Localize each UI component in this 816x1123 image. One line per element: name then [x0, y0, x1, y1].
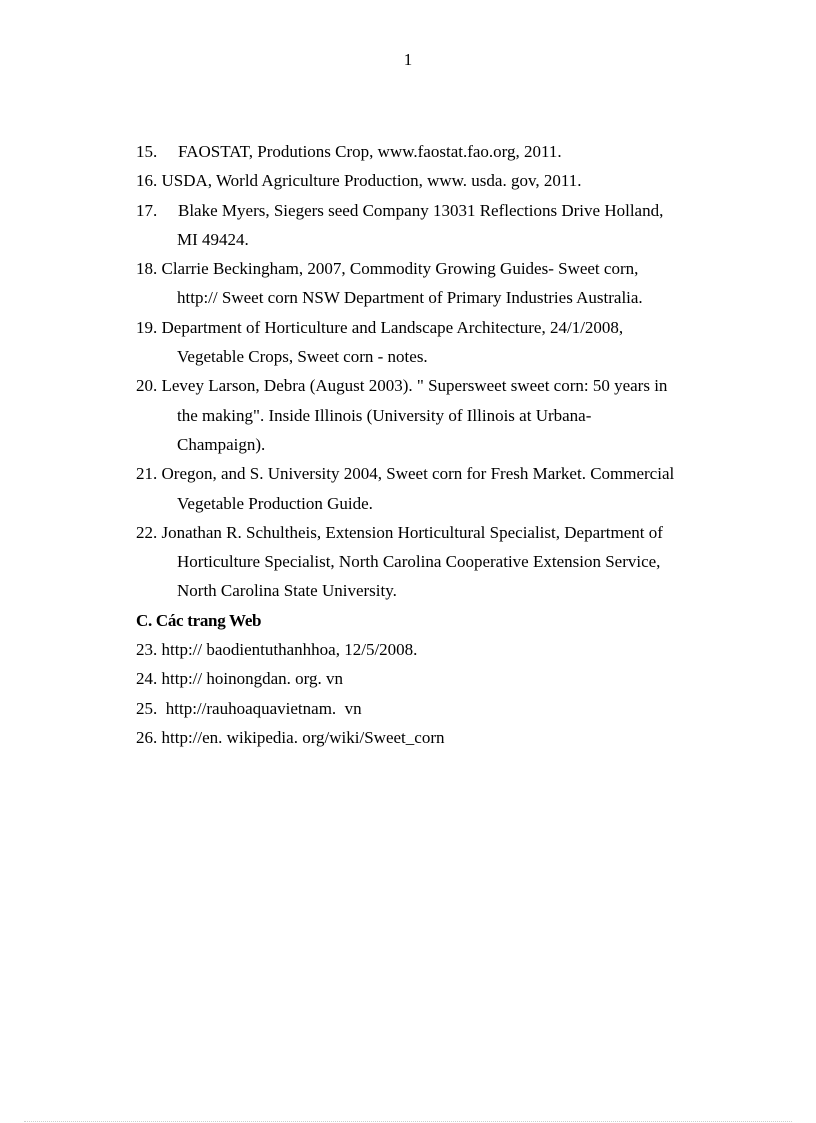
reference-17 — [136, 196, 739, 255]
reference-continuation: North Carolina State University. — [177, 581, 397, 601]
reference-number: 21. — [136, 464, 158, 484]
reference-text: Clarrie Beckingham, 2007, Commodity Growing Guides- Sweet corn, — [161, 259, 639, 279]
reference-continuation: Horticulture Specialist, North Carolina Cooperative Extension Service, — [177, 552, 661, 572]
web-reference-25: 25. http://rauhoaquavietnam. vn — [136, 698, 362, 718]
reference-16 — [136, 166, 739, 195]
reference-number: 15. — [136, 142, 158, 161]
reference-number: 17. — [136, 200, 158, 220]
reference-number: 18. — [136, 259, 158, 279]
reference-text: USDA, World Agriculture Production, www. usda. gov, 2011. — [161, 171, 582, 191]
reference-20 — [136, 371, 739, 459]
page-number: 1 — [403, 50, 413, 69]
reference-continuation: Vegetable Production Guide. — [177, 493, 373, 513]
page-bottom-divider — [24, 1121, 792, 1122]
reference-number: 20. — [136, 376, 158, 396]
reference-text: Department of Horticulture and Landscape Architecture, 24/1/2008, — [161, 317, 624, 337]
reference-continuation: Champaign). — [177, 434, 266, 454]
reference-number: 22. — [136, 522, 158, 542]
reference-21 — [136, 459, 739, 518]
reference-text: Levey Larson, Debra (August 2003). " Supersweet sweet corn: 50 years in — [161, 376, 668, 396]
reference-continuation: Vegetable Crops, Sweet corn - notes. — [177, 347, 428, 367]
reference-22 — [136, 518, 739, 606]
section-heading: C. Các trang Web — [136, 610, 262, 630]
reference-list — [136, 137, 739, 752]
reference-continuation: http:// Sweet corn NSW Department of Primary Industries Australia. — [177, 288, 643, 308]
reference-text: Blake Myers, Siegers seed Company 13031 Reflections Drive Holland, — [178, 200, 664, 220]
reference-continuation: MI 49424. — [177, 229, 249, 249]
reference-text: Oregon, and S. University 2004, Sweet corn for Fresh Market. Commercial — [161, 464, 675, 484]
reference-18 — [136, 254, 739, 313]
web-reference-23: 23. http:// baodientuthanhhoa, 12/5/2008. — [136, 640, 418, 660]
reference-text: FAOSTAT, Produtions Crop, www.faostat.fao.org, 2011. — [178, 142, 562, 161]
reference-text: Jonathan R. Schultheis, Extension Horticultural Specialist, Department of — [161, 522, 663, 542]
reference-19 — [136, 313, 739, 372]
reference-number: 16. — [136, 171, 158, 191]
web-reference-26: 26. http://en. wikipedia. org/wiki/Sweet_corn — [136, 727, 445, 747]
web-reference-24: 24. http:// hoinongdan. org. vn — [136, 669, 343, 689]
reference-continuation: the making". Inside Illinois (University of Illinois at Urbana- — [177, 405, 592, 425]
reference-number: 19. — [136, 317, 158, 337]
reference-15 — [136, 137, 739, 166]
